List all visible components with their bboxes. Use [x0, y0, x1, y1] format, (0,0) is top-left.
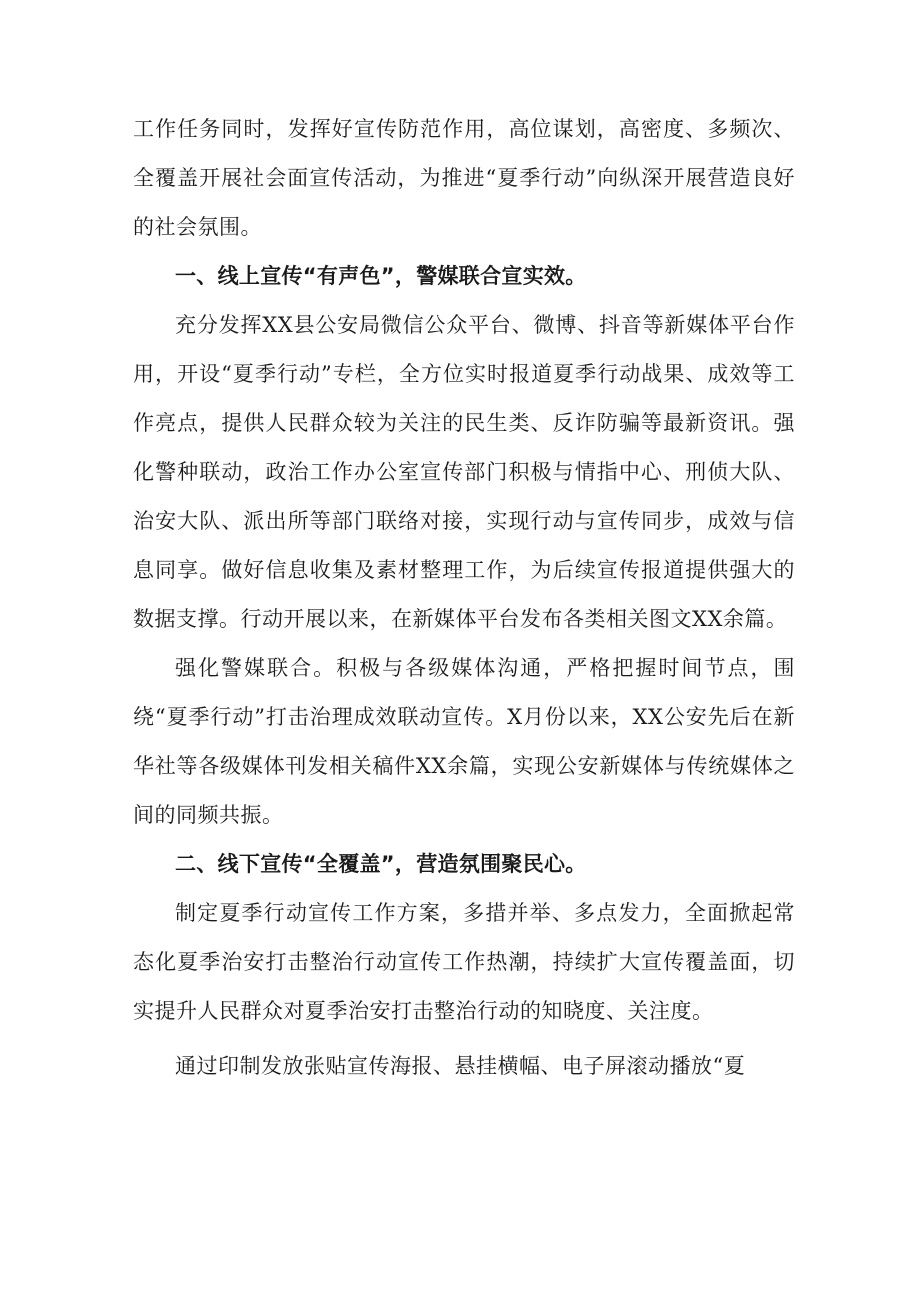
paragraph-media-cooperation: 强化警媒联合。积极与各级媒体沟通，严格把握时间节点，围绕“夏季行动”打击治理成效联动宣传。X月份以来，XX公安先后在新华社等各级媒体刊发相关稿件XX余篇，实现公安新媒体与传统媒体之间的同频共振。: [133, 656, 795, 827]
document-body: [133, 105, 795, 1091]
paragraph-continuation: 工作任务同时，发挥好宣传防范作用，高位谋划，高密度、多频次、全覆盖开展社会面宣传活动，为推进“夏季行动”向纵深开展营造良好的社会氛围。: [133, 117, 795, 239]
paragraph-online-platforms: 充分发挥XX县公安局微信公众平台、微博、抖音等新媒体平台作用，开设“夏季行动”专栏，全方位实时报道夏季行动战果、成效等工作亮点，提供人民群众较为关注的民生类、反诈防骗等最新资讯。强化警种联动，政治工作办公室宣传部门积极与情指中心、刑侦大队、治安大队、派出所等部门联络对接，实现行动与宣传同步，成效与信息同享。做好信息收集及素材整理工作，为后续宣传报道提供强大的数据支撑。行动开展以来，在新媒体平台发布各类相关图文XX余篇。: [133, 313, 795, 631]
paragraph-offline-plan: 制定夏季行动宣传工作方案，多措并举、多点发力，全面掀起常态化夏季治安打击整治行动宣传工作热潮，持续扩大宣传覆盖面，切实提升人民群众对夏季治安打击整治行动的知晓度、关注度。: [133, 901, 795, 1023]
paragraph-offline-methods: 通过印制发放张贴宣传海报、悬挂横幅、电子屏滚动播放“夏: [175, 1054, 746, 1078]
section-heading-2: 二、线下宣传“全覆盖”，营造氛围聚民心。: [175, 852, 587, 876]
section-heading-1: 一、线上宣传“有声色”，警媒联合宣实效。: [175, 264, 587, 288]
